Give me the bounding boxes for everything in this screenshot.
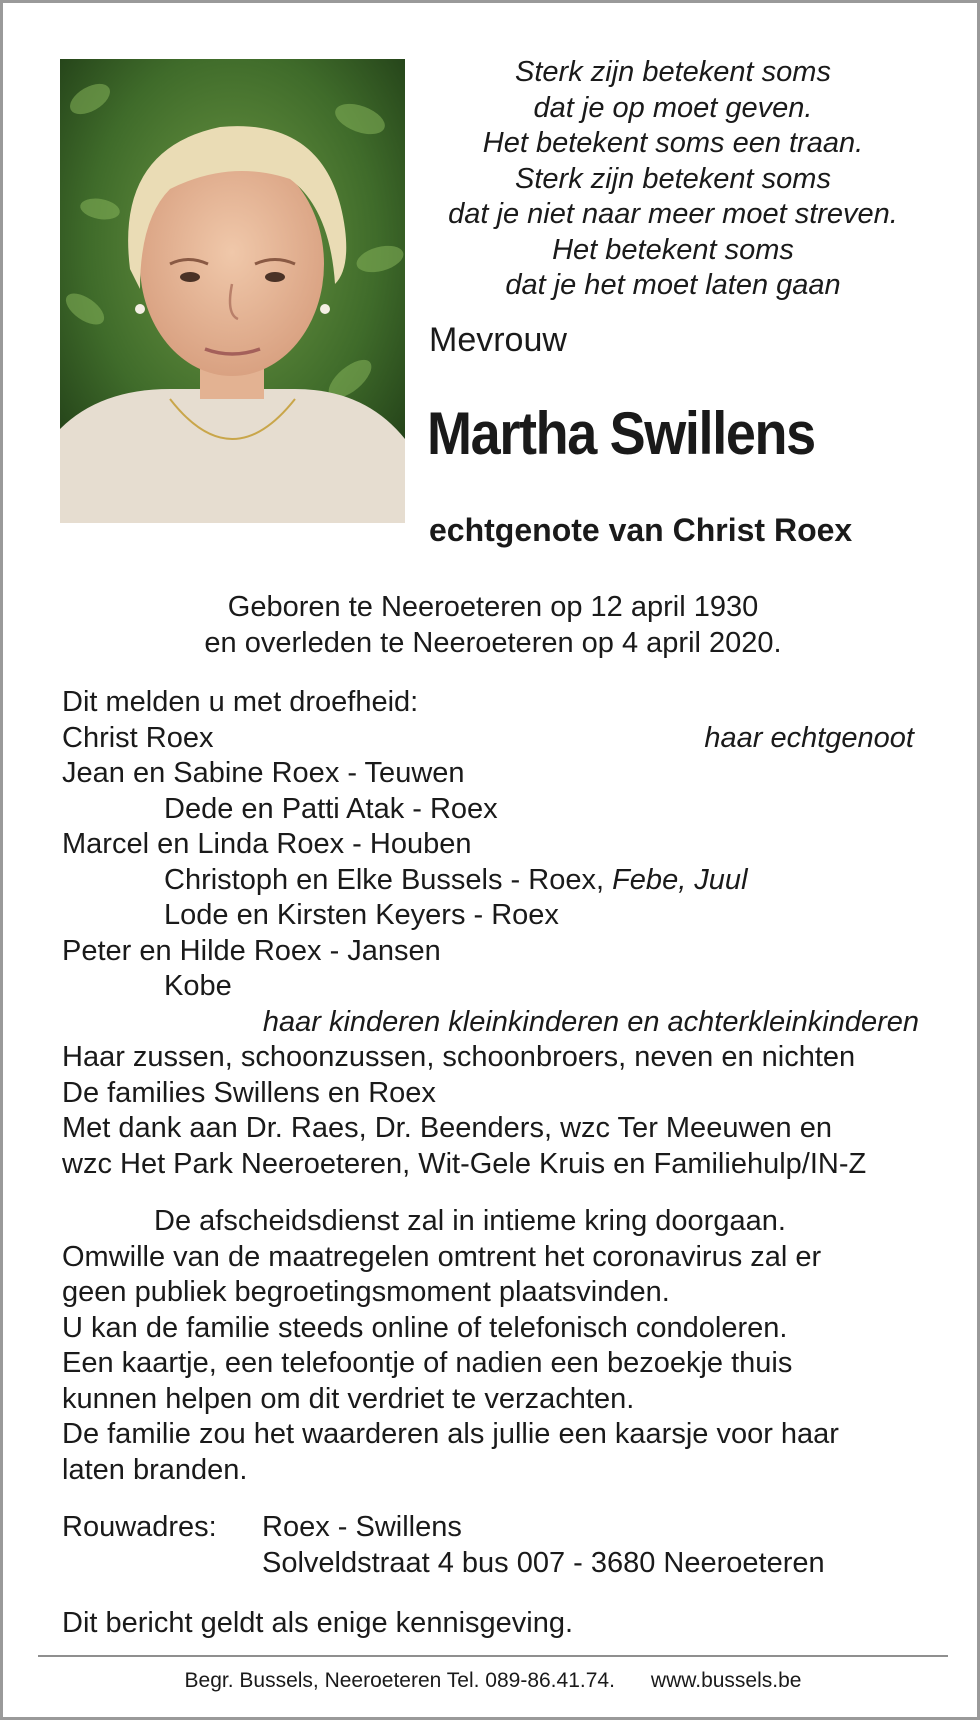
footer bbox=[3, 1669, 980, 1693]
notice: Dit bericht geldt als enige kennisgeving. bbox=[62, 1607, 574, 1639]
address-label: Rouwadres: bbox=[62, 1511, 217, 1543]
family-row-children: Febe, Juul bbox=[612, 863, 748, 896]
family-row: Jean en Sabine Roex - Teuwen bbox=[62, 757, 465, 789]
family-row: Dede en Patti Atak - Roex bbox=[164, 792, 498, 825]
family-row: Lode en Kirsten Keyers - Roex bbox=[164, 899, 559, 931]
poem-line: Het betekent soms een traan. bbox=[482, 127, 864, 159]
poem-line: dat je niet naar meer moet streven. bbox=[448, 198, 898, 230]
mourning-address bbox=[62, 1510, 942, 1581]
address-line-1: Roex - Swillens bbox=[262, 1511, 462, 1543]
family-row: Met dank aan Dr. Raes, Dr. Beenders, wzc Ter Meeuwen en bbox=[62, 1112, 832, 1144]
address-line-2: Solveldstraat 4 bus 007 - 3680 Neeroeteren bbox=[262, 1546, 825, 1579]
birth-line: Geboren te Neeroeteren op 12 april 1930 bbox=[227, 591, 759, 623]
poem-line: Sterk zijn betekent soms bbox=[515, 56, 831, 88]
honorific: Mevrouw bbox=[429, 321, 567, 359]
deceased-name: Martha Swillens bbox=[427, 400, 815, 467]
descendants-line: haar kinderen kleinkinderen en achterkleinkinderen bbox=[262, 1005, 919, 1038]
poem-line: Het betekent soms bbox=[552, 233, 794, 266]
husband-name: Christ Roex bbox=[62, 721, 214, 754]
poem-line: dat je op moet geven. bbox=[533, 91, 813, 124]
family-row: Kobe bbox=[164, 970, 232, 1002]
family-row-text: Christoph en Elke Bussels - Roex, bbox=[164, 863, 605, 896]
service-line: Een kaartje, een telefoontje of nadien een bezoekje thuis bbox=[62, 1347, 793, 1379]
service-line: kunnen helpen om dit verdriet te verzachten. bbox=[62, 1382, 635, 1415]
service-line: De familie zou het waarderen als jullie een kaarsje voor haar bbox=[62, 1418, 839, 1450]
family-row-husband bbox=[62, 721, 942, 757]
family-row: Peter en Hilde Roex - Jansen bbox=[62, 934, 441, 967]
family-row bbox=[62, 863, 942, 899]
service-line: U kan de familie steeds online of telefonisch condoleren. bbox=[62, 1311, 788, 1344]
service-line: De afscheidsdienst zal in intieme kring doorgaan. bbox=[154, 1205, 786, 1237]
service-line: laten branden. bbox=[62, 1453, 248, 1486]
family-row: De families Swillens en Roex bbox=[62, 1076, 436, 1109]
family-row: Haar zussen, schoonzussen, schoonbroers, neven en nichten bbox=[62, 1041, 856, 1073]
death-line: en overleden te Neeroeteren op 4 april 2020. bbox=[204, 627, 782, 659]
address-row bbox=[62, 1510, 942, 1546]
spouse-line: echtgenote van Christ Roex bbox=[429, 512, 853, 548]
portrait-photo bbox=[60, 59, 405, 523]
service-text bbox=[62, 1204, 942, 1488]
family-intro: Dit melden u met droefheid: bbox=[62, 686, 419, 718]
service-line: Omwille van de maatregelen omtrent het coronavirus zal er bbox=[62, 1240, 822, 1273]
poem bbox=[413, 55, 933, 304]
poem-line: Sterk zijn betekent soms bbox=[515, 162, 831, 195]
family-row: Marcel en Linda Roex - Houben bbox=[62, 828, 472, 860]
family-row: wzc Het Park Neeroeteren, Wit-Gele Kruis en Familiehulp/IN-Z bbox=[62, 1147, 867, 1180]
divider bbox=[38, 1655, 948, 1657]
family-list bbox=[62, 685, 942, 1182]
birth-death-dates bbox=[3, 589, 980, 661]
service-line: geen publiek begroetingsmoment plaatsvinden. bbox=[62, 1276, 670, 1308]
website-link[interactable]: www.bussels.be bbox=[650, 1669, 802, 1692]
funeral-home: Begr. Bussels, Neeroeteren Tel. 089-86.41.74. bbox=[184, 1669, 615, 1692]
husband-role: haar echtgenoot bbox=[704, 721, 914, 754]
poem-line: dat je het moet laten gaan bbox=[505, 269, 841, 301]
